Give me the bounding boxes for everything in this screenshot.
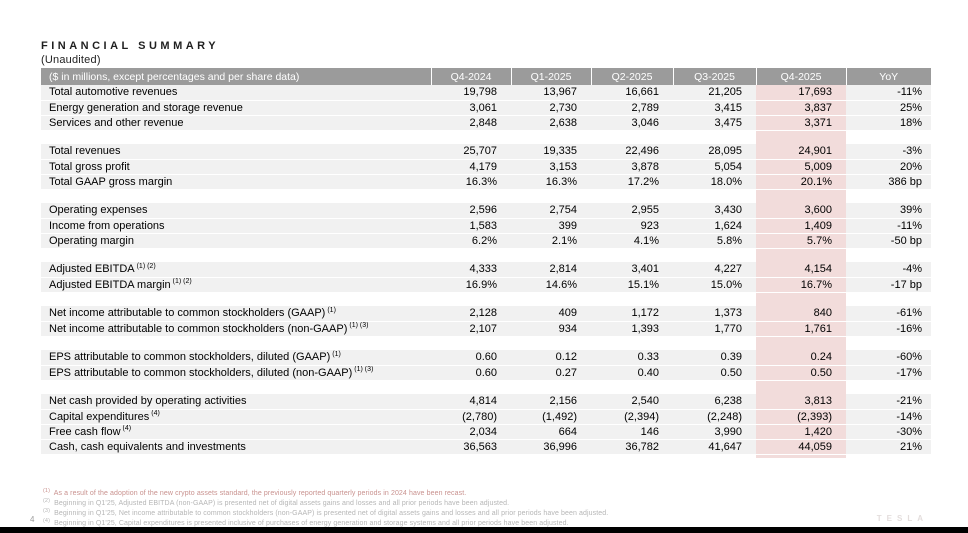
cell-value: 0.33 xyxy=(591,350,673,365)
cell-value: 664 xyxy=(511,424,591,439)
cell-value: 1,770 xyxy=(673,321,756,336)
gap-cell xyxy=(41,336,431,350)
cell-value: 6,238 xyxy=(673,394,756,409)
table-row xyxy=(41,100,931,115)
cell-value: 16,661 xyxy=(591,85,673,100)
cell-yoy: -3% xyxy=(846,144,931,159)
gap-cell xyxy=(591,248,673,262)
gap-cell xyxy=(673,380,756,394)
gap-cell xyxy=(511,292,591,306)
cell-value: 13,967 xyxy=(511,85,591,100)
table-description-header: ($ in millions, except percentages and per share data) xyxy=(41,68,431,85)
cell-yoy: -21% xyxy=(846,394,931,409)
gap-cell xyxy=(511,248,591,262)
gap-cell xyxy=(41,248,431,262)
table-row xyxy=(41,277,931,292)
cell-value: 2,034 xyxy=(431,424,511,439)
highlight-column-tail xyxy=(41,454,931,458)
cell-value: 3,371 xyxy=(756,115,846,130)
cell-value: 0.27 xyxy=(511,365,591,380)
cell-yoy: -14% xyxy=(846,409,931,424)
cell-value: 923 xyxy=(591,218,673,233)
footnote-reference: (1) (2) xyxy=(136,262,156,270)
gap-cell xyxy=(431,130,511,144)
footnote-reference: (1) (3) xyxy=(349,321,369,329)
cell-value: 5.7% xyxy=(756,233,846,248)
gap-cell xyxy=(756,292,846,306)
cell-value: 4,814 xyxy=(431,394,511,409)
gap-cell xyxy=(756,336,846,350)
row-label: Cash, cash equivalents and investments xyxy=(41,439,431,454)
cell-value: 5,054 xyxy=(673,159,756,174)
row-label: EPS attributable to common stockholders, diluted (GAAP) $^{(1)}$ xyxy=(41,350,431,365)
tail-cell xyxy=(511,454,591,458)
table-header-row xyxy=(41,68,931,85)
gap-cell xyxy=(591,130,673,144)
gap-cell xyxy=(756,189,846,203)
cell-value: 0.60 xyxy=(431,365,511,380)
gap-cell xyxy=(431,189,511,203)
section-gap xyxy=(41,292,931,306)
gap-cell xyxy=(431,336,511,350)
cell-yoy: -17% xyxy=(846,365,931,380)
footnote-marker: (2) xyxy=(43,497,51,504)
cell-value: 3,990 xyxy=(673,424,756,439)
cell-value: 22,496 xyxy=(591,144,673,159)
gap-cell xyxy=(41,130,431,144)
row-label: Services and other revenue xyxy=(41,115,431,130)
table-row xyxy=(41,409,931,424)
gap-cell xyxy=(846,292,931,306)
gap-cell xyxy=(756,130,846,144)
cell-value: 409 xyxy=(511,306,591,321)
row-label: Total GAAP gross margin xyxy=(41,174,431,189)
row-label: Net income attributable to common stockholders (GAAP) $^{(1)}$ xyxy=(41,306,431,321)
cell-value: 41,647 xyxy=(673,439,756,454)
cell-value: 2,955 xyxy=(591,203,673,218)
title-block xyxy=(41,40,219,66)
cell-value: 3,401 xyxy=(591,262,673,277)
cell-value: 1,373 xyxy=(673,306,756,321)
gap-cell xyxy=(591,380,673,394)
footnote-reference: (1) xyxy=(327,306,336,314)
row-label: Net income attributable to common stockholders (non-GAAP) $^{(1) (3)}$ xyxy=(41,321,431,336)
gap-cell xyxy=(846,248,931,262)
cell-value: 2,638 xyxy=(511,115,591,130)
gap-cell xyxy=(431,380,511,394)
footnote-reference: (1) (3) xyxy=(354,365,374,373)
cell-yoy: 20% xyxy=(846,159,931,174)
cell-value: 3,878 xyxy=(591,159,673,174)
cell-value: 6.2% xyxy=(431,233,511,248)
cell-value: 1,409 xyxy=(756,218,846,233)
row-label: Net cash provided by operating activities xyxy=(41,394,431,409)
footnote: $^{(4)}$ Beginning in Q1'25, Capital expenditures is presented inclusive of purchases of energy generation and storage systems and all prior periods have been adjusted. xyxy=(43,517,569,527)
gap-cell xyxy=(756,380,846,394)
gap-cell xyxy=(673,189,756,203)
cell-value: 16.3% xyxy=(431,174,511,189)
table-row xyxy=(41,424,931,439)
cell-value: 1,420 xyxy=(756,424,846,439)
cell-yoy: 386 bp xyxy=(846,174,931,189)
cell-yoy: 39% xyxy=(846,203,931,218)
table-row xyxy=(41,262,931,277)
footnotes xyxy=(43,489,608,529)
cell-yoy: -16% xyxy=(846,321,931,336)
cell-yoy: -11% xyxy=(846,85,931,100)
page-number: 4 xyxy=(30,515,35,524)
gap-cell xyxy=(511,130,591,144)
cell-value: 146 xyxy=(591,424,673,439)
cell-value: 0.12 xyxy=(511,350,591,365)
cell-value: 19,335 xyxy=(511,144,591,159)
section-gap xyxy=(41,130,931,144)
table-row xyxy=(41,159,931,174)
bottom-bar xyxy=(0,527,968,533)
cell-value: 399 xyxy=(511,218,591,233)
cell-value: 3,061 xyxy=(431,100,511,115)
row-label: Free cash flow $^{(4)}$ xyxy=(41,424,431,439)
row-label: Total revenues xyxy=(41,144,431,159)
table-row xyxy=(41,218,931,233)
tail-cell xyxy=(673,454,756,458)
cell-value: (2,393) xyxy=(756,409,846,424)
cell-value: 1,761 xyxy=(756,321,846,336)
table-row xyxy=(41,174,931,189)
cell-value: 2,156 xyxy=(511,394,591,409)
tail-cell xyxy=(431,454,511,458)
cell-value: 16.9% xyxy=(431,277,511,292)
row-label: Adjusted EBITDA margin $^{(1) (2)}$ xyxy=(41,277,431,292)
cell-value: 2,754 xyxy=(511,203,591,218)
cell-yoy: -4% xyxy=(846,262,931,277)
table-row xyxy=(41,115,931,130)
gap-cell xyxy=(431,292,511,306)
column-header: YoY xyxy=(846,68,931,85)
cell-value: 2,596 xyxy=(431,203,511,218)
section-gap xyxy=(41,248,931,262)
column-header: Q4-2024 xyxy=(431,68,511,85)
table-row xyxy=(41,85,931,100)
cell-value: 3,813 xyxy=(756,394,846,409)
cell-value: 36,563 xyxy=(431,439,511,454)
cell-yoy: 21% xyxy=(846,439,931,454)
cell-value: 5,009 xyxy=(756,159,846,174)
cell-value: 4,179 xyxy=(431,159,511,174)
cell-yoy: -30% xyxy=(846,424,931,439)
cell-value: 3,153 xyxy=(511,159,591,174)
gap-cell xyxy=(673,248,756,262)
footnote-marker: (4) xyxy=(43,517,51,524)
gap-cell xyxy=(591,336,673,350)
row-label: Operating margin xyxy=(41,233,431,248)
cell-value: 17.2% xyxy=(591,174,673,189)
financial-summary-table xyxy=(41,68,931,458)
cell-value: 15.0% xyxy=(673,277,756,292)
gap-cell xyxy=(511,380,591,394)
cell-value: 934 xyxy=(511,321,591,336)
gap-cell xyxy=(846,380,931,394)
cell-yoy: 18% xyxy=(846,115,931,130)
cell-value: 4,333 xyxy=(431,262,511,277)
cell-value: 16.7% xyxy=(756,277,846,292)
cell-value: 3,430 xyxy=(673,203,756,218)
gap-cell xyxy=(41,292,431,306)
page-title: FINANCIAL SUMMARY xyxy=(41,40,220,52)
row-label: Energy generation and storage revenue xyxy=(41,100,431,115)
cell-value: 2,128 xyxy=(431,306,511,321)
table-row xyxy=(41,233,931,248)
cell-value: 15.1% xyxy=(591,277,673,292)
gap-cell xyxy=(673,336,756,350)
table-row xyxy=(41,394,931,409)
cell-value: 3,046 xyxy=(591,115,673,130)
table-row xyxy=(41,306,931,321)
table-row xyxy=(41,144,931,159)
gap-cell xyxy=(673,292,756,306)
cell-yoy: -50 bp xyxy=(846,233,931,248)
cell-yoy: -61% xyxy=(846,306,931,321)
cell-value: 1,172 xyxy=(591,306,673,321)
cell-yoy: 25% xyxy=(846,100,931,115)
table-row xyxy=(41,350,931,365)
row-label: Capital expenditures $^{(4)}$ xyxy=(41,409,431,424)
gap-cell xyxy=(846,336,931,350)
cell-value: 3,475 xyxy=(673,115,756,130)
cell-value: 0.40 xyxy=(591,365,673,380)
cell-value: (2,394) xyxy=(591,409,673,424)
cell-value: 0.39 xyxy=(673,350,756,365)
section-gap xyxy=(41,189,931,203)
table-row xyxy=(41,365,931,380)
gap-cell xyxy=(511,189,591,203)
table-row xyxy=(41,439,931,454)
cell-value: 17,693 xyxy=(756,85,846,100)
cell-value: 5.8% xyxy=(673,233,756,248)
cell-value: 4.1% xyxy=(591,233,673,248)
cell-value: 16.3% xyxy=(511,174,591,189)
column-header: Q1-2025 xyxy=(511,68,591,85)
cell-value: 2,107 xyxy=(431,321,511,336)
cell-value: 0.50 xyxy=(756,365,846,380)
cell-value: 840 xyxy=(756,306,846,321)
cell-value: 18.0% xyxy=(673,174,756,189)
footnote-marker: (1) xyxy=(43,487,51,494)
cell-value: 36,996 xyxy=(511,439,591,454)
cell-yoy: -60% xyxy=(846,350,931,365)
footnote: $^{(1)}$ As a result of the adoption of the new crypto assets standard, the previously reported quarterly periods in 2024 have been recast. xyxy=(43,487,467,497)
cell-yoy: -17 bp xyxy=(846,277,931,292)
cell-value: 2.1% xyxy=(511,233,591,248)
row-label: Total gross profit xyxy=(41,159,431,174)
table-row xyxy=(41,203,931,218)
gap-cell xyxy=(673,130,756,144)
gap-cell xyxy=(846,189,931,203)
gap-cell xyxy=(41,380,431,394)
gap-cell xyxy=(41,189,431,203)
gap-cell xyxy=(431,248,511,262)
section-gap xyxy=(41,380,931,394)
tail-cell xyxy=(591,454,673,458)
cell-value: (2,780) xyxy=(431,409,511,424)
cell-value: 3,837 xyxy=(756,100,846,115)
cell-value: 14.6% xyxy=(511,277,591,292)
tesla-wordmark: TESLA xyxy=(876,514,928,523)
row-label: EPS attributable to common stockholders, diluted (non-GAAP) $^{(1) (3)}$ xyxy=(41,365,431,380)
row-label: Total automotive revenues xyxy=(41,85,431,100)
row-label: Income from operations xyxy=(41,218,431,233)
cell-value: 0.24 xyxy=(756,350,846,365)
cell-value: 44,059 xyxy=(756,439,846,454)
cell-value: 2,789 xyxy=(591,100,673,115)
cell-value: 3,415 xyxy=(673,100,756,115)
cell-value: 25,707 xyxy=(431,144,511,159)
footnote: $^{(3)}$ Beginning in Q1'25, Net income attributable to common stockholders (non-GAAP) is presented net of digital assets gains and losses and all prior periods have been adjusted. xyxy=(43,507,609,517)
cell-value: 2,848 xyxy=(431,115,511,130)
footnote: $^{(2)}$ Beginning in Q1'25, Adjusted EBITDA (non-GAAP) is presented net of digital assets gains and losses and all prior periods have been adjusted. xyxy=(43,497,510,507)
footnote-marker: (3) xyxy=(43,507,51,514)
gap-cell xyxy=(846,130,931,144)
tail-cell xyxy=(846,454,931,458)
cell-value: 1,624 xyxy=(673,218,756,233)
cell-value: 2,814 xyxy=(511,262,591,277)
cell-value: 4,154 xyxy=(756,262,846,277)
table-body xyxy=(41,85,931,458)
gap-cell xyxy=(591,189,673,203)
footnote-reference: (1) (2) xyxy=(172,277,192,285)
row-label: Operating expenses xyxy=(41,203,431,218)
gap-cell xyxy=(511,336,591,350)
cell-value: (2,248) xyxy=(673,409,756,424)
cell-value: 19,798 xyxy=(431,85,511,100)
gap-cell xyxy=(756,248,846,262)
cell-value: 0.60 xyxy=(431,350,511,365)
cell-value: 1,583 xyxy=(431,218,511,233)
cell-value: 1,393 xyxy=(591,321,673,336)
column-header: Q2-2025 xyxy=(591,68,673,85)
cell-value: 20.1% xyxy=(756,174,846,189)
gap-cell xyxy=(591,292,673,306)
footnote-reference: (4) xyxy=(151,409,160,417)
page-subtitle: (Unaudited) xyxy=(41,54,101,66)
cell-value: 36,782 xyxy=(591,439,673,454)
cell-value: 2,540 xyxy=(591,394,673,409)
footnote-reference: (4) xyxy=(122,424,132,432)
cell-value: 28,095 xyxy=(673,144,756,159)
cell-value: 2,730 xyxy=(511,100,591,115)
cell-value: 4,227 xyxy=(673,262,756,277)
column-header: Q3-2025 xyxy=(673,68,756,85)
cell-value: 3,600 xyxy=(756,203,846,218)
cell-value: 24,901 xyxy=(756,144,846,159)
cell-value: (1,492) xyxy=(511,409,591,424)
row-label: Adjusted EBITDA $^{(1) (2)}$ xyxy=(41,262,431,277)
footnote-reference: (1) xyxy=(332,350,341,358)
column-header: Q4-2025 xyxy=(756,68,846,85)
tail-cell xyxy=(41,454,431,458)
table-row xyxy=(41,321,931,336)
cell-value: 0.50 xyxy=(673,365,756,380)
tail-cell xyxy=(756,454,846,458)
cell-value: 21,205 xyxy=(673,85,756,100)
cell-yoy: -11% xyxy=(846,218,931,233)
section-gap xyxy=(41,336,931,350)
